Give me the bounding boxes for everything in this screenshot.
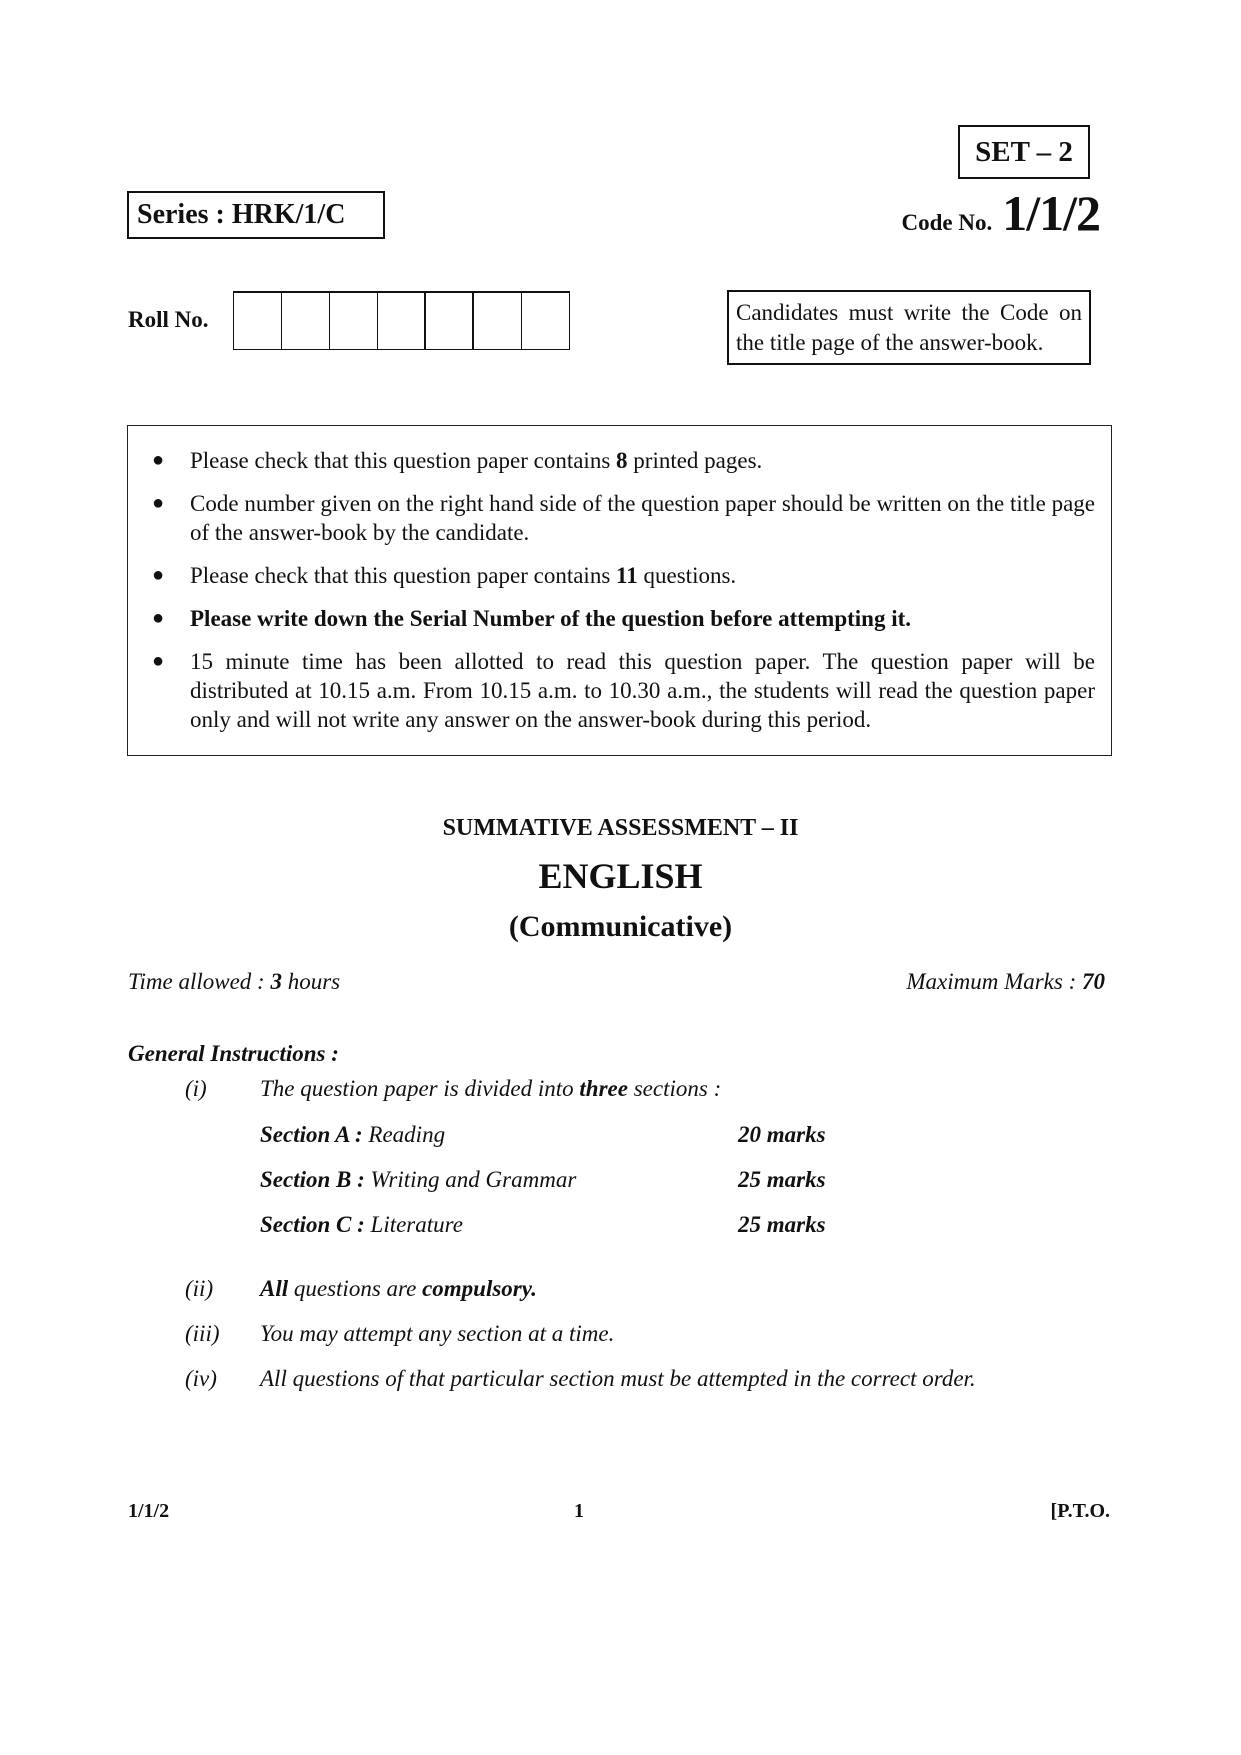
general-instructions-heading: General Instructions : [128,1041,339,1066]
section-row: Section B : Writing and Grammar 25 marks [260,1167,826,1192]
instruction-item: ● Code number given on the right hand side of the question paper should be written on the title page of the answer-book by the candidate. [152,491,1095,545]
roll-cell[interactable] [474,293,522,349]
maximum-marks: Maximum Marks : 70 [906,969,1105,994]
subject-subtitle: (Communicative) [508,910,733,943]
series-badge: Series : HRK/1/C [127,191,385,239]
bullet-icon: ● [152,607,165,629]
bullet-icon: ● [152,650,165,672]
code-label: Code No. [901,210,993,235]
instruction-item: ● Please check that this question paper contains 11 questions. [152,563,737,588]
roll-cell[interactable] [330,293,378,349]
roll-cell[interactable] [426,293,474,349]
roll-cell[interactable] [378,293,426,349]
instructions-box [127,425,1112,756]
roll-cell[interactable] [522,293,570,349]
candidates-note: Candidates must write the Code on the title page of the answer-book. [727,290,1091,365]
bullet-icon: ● [152,564,165,586]
subject-title: ENGLISH [538,856,703,896]
roll-no-boxes [233,291,570,350]
set-badge: SET – 2 [958,125,1090,179]
pto-label: [P.T.O. [1050,1500,1110,1522]
section-row: Section C : Literature 25 marks [260,1212,826,1237]
bullet-icon: ● [152,492,165,514]
instruction-item: ● 15 minute time has been allotted to read this question paper. The question paper will be distributed at 10.15 a.m. From 10.15 a.m. to 10.30 a.m., the students will read the question paper only and will not write any answer on the answer-book during this period. [152,649,1095,732]
page-number: 1 [574,1500,584,1522]
roll-no-label: Roll No. [128,307,209,332]
time-allowed: Time allowed : 3 hours [128,969,341,994]
roll-cell[interactable] [234,293,282,349]
instruction-item: ● Please check that this question paper contains 8 printed pages. [152,448,763,473]
assessment-title: SUMMATIVE ASSESSMENT – II [442,815,799,841]
roll-cell[interactable] [282,293,330,349]
code-number [901,184,1100,242]
code-value: 1/1/2 [1002,185,1100,241]
bullet-icon: ● [152,449,165,471]
footer-code: 1/1/2 [128,1500,170,1522]
instruction-item: ● Please write down the Serial Number of the question before attempting it. [152,606,912,631]
section-row: Section A : Reading 20 marks [260,1122,826,1147]
